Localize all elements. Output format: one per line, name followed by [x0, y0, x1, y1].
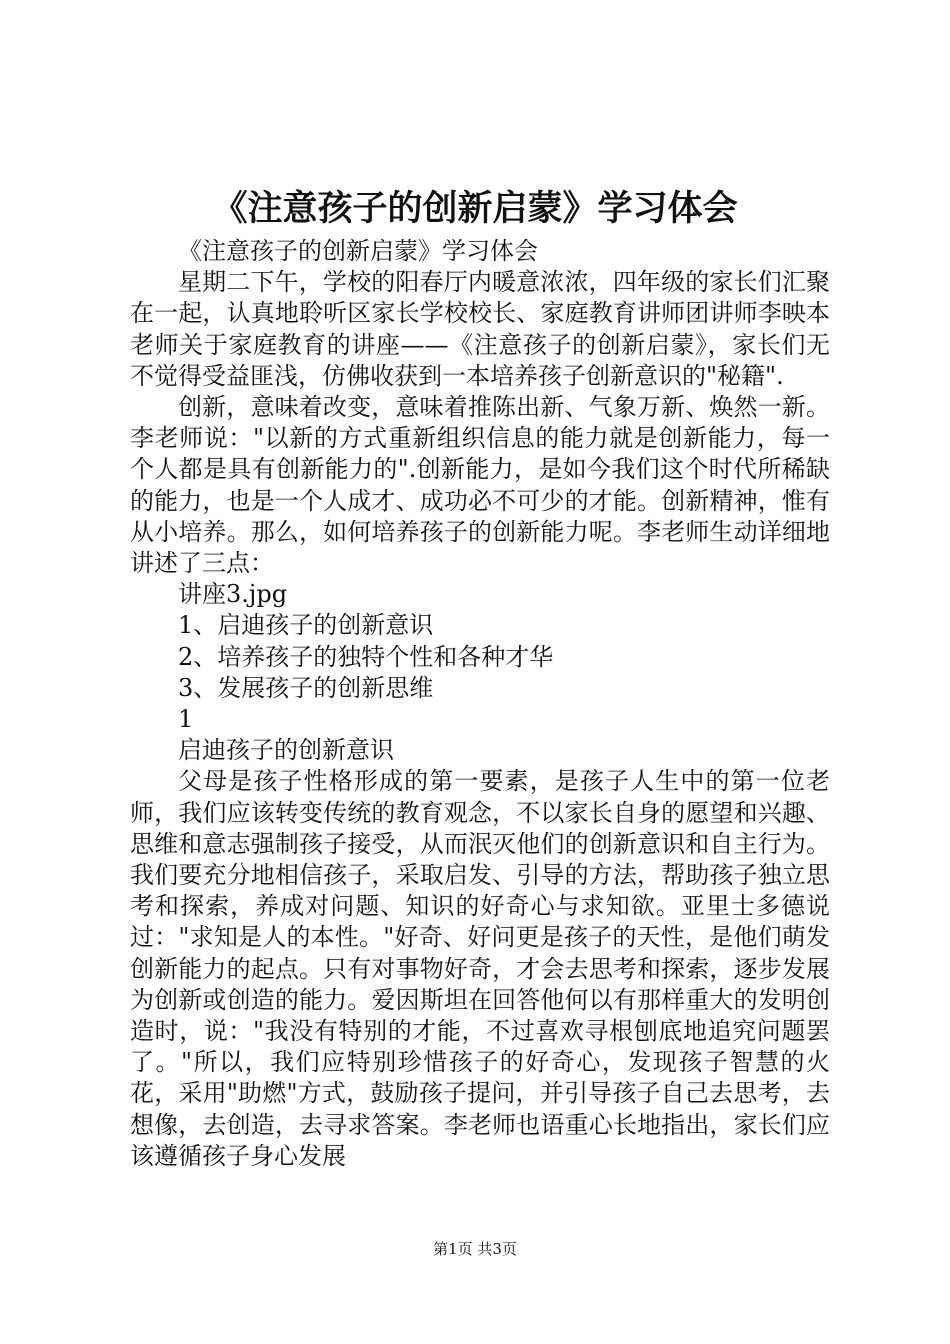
document-body — [130, 236, 830, 1172]
section-heading: 启迪孩子的创新意识 — [178, 736, 394, 765]
page-footer: 第1页 共3页 — [433, 1240, 517, 1258]
section-number: 1 — [178, 705, 194, 734]
list-item-3: 3、发展孩子的创新思维 — [178, 673, 434, 702]
document-title: 《注意孩子的创新启蒙》学习体会 — [212, 189, 738, 229]
image-filename-text: 讲座3.jpg — [178, 580, 288, 609]
paragraph-section-1: 父母是孩子性格形成的第一要素，是孩子人生中的第一位老师，我们应该转变传统的教育观念，不以家长自身的愿望和兴趣、思维和意志强制孩子接受，从而泯灭他们的创新意识和自主行为。我们要充分地相信孩子，采取启发、引导的方法，帮助孩子独立思考和探索，养成对问题、知识的好奇心与求知欲。亚里士多德说过："求知是人的本性。"好奇、好问更是孩子的天性，是他们萌发创新能力的起点。只有对事物好奇，才会去思考和探索，逐步发展为创新或创造的能力。爱因斯坦在回答他何以有那样重大的发明创造时，说："我没有特别的才能，不过喜欢寻根刨底地追究问题罢了。"所以，我们应特别珍惜孩子的好奇心，发现孩子智慧的火花，采用"助燃"方式，鼓励孩子提问，并引导孩子自己去思考，去想像，去创造，去寻求答案。李老师也语重心长地指出，家长们应该遵循孩子身心发展 — [130, 767, 830, 1170]
list-item-1: 1、启迪孩子的创新意识 — [178, 611, 434, 640]
paragraph-intro: 星期二下午，学校的阳春厅内暖意浓浓，四年级的家长们汇聚在一起，认真地聆听区家长学校校长、家庭教育讲师团讲师李映本老师关于家庭教育的讲座——《注意孩子的创新启蒙》，家长们无不觉得受益匪浅，仿佛收获到一本培养孩子创新意识的"秘籍". — [130, 268, 830, 390]
paragraph-subtitle: 《注意孩子的创新启蒙》学习体会 — [178, 237, 538, 265]
paragraph-innovation: 创新，意味着改变，意味着推陈出新、气象万新、焕然一新。李老师说："以新的方式重新组织信息的能力就是创新能力，每一个人都是具有创新能力的".创新能力，是如今我们这个时代所稀缺的能力，也是一个人成才、成功必不可少的才能。创新精神，惟有从小培养。那么，如何培养孩子的创新能力呢。李老师生动详细地讲述了三点： — [130, 393, 830, 578]
list-item-2: 2、培养孩子的独特个性和各种才华 — [178, 642, 554, 671]
